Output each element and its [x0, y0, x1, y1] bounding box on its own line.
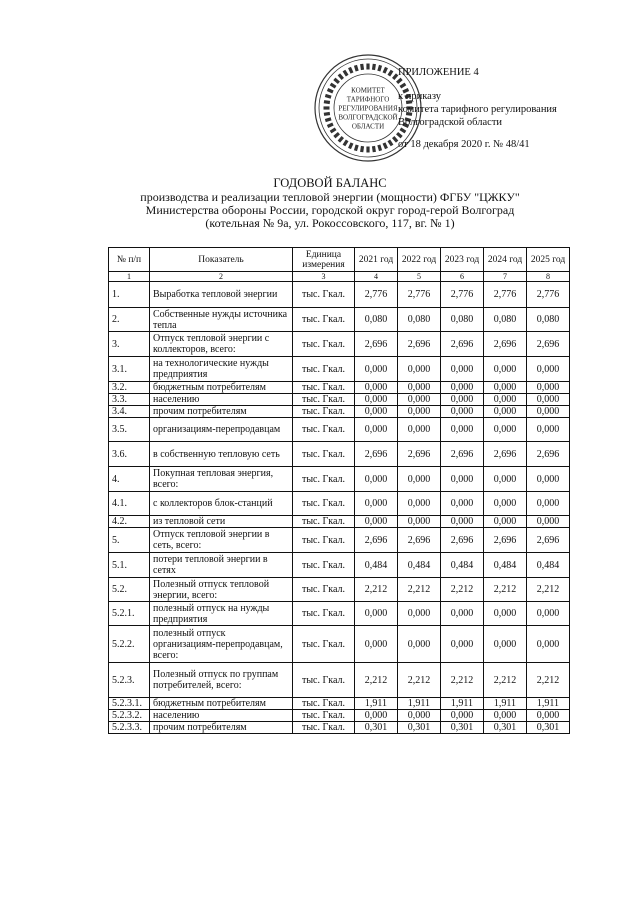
title-line-3: Министерства обороны России, городской округ город-герой Волгоград [145, 203, 515, 217]
table-row [109, 442, 570, 467]
table-row [109, 394, 570, 406]
value-2021: 0,000 [355, 394, 398, 406]
value-2021: 0,080 [355, 308, 398, 332]
row-indicator: населению [150, 394, 293, 406]
value-2021: 0,000 [355, 467, 398, 492]
stamp-ring-mark [348, 142, 353, 149]
value-2022: 0,000 [398, 406, 441, 418]
row-unit: тыс. Гкал. [293, 698, 355, 710]
value-2023: 0,000 [441, 516, 484, 528]
value-2025: 2,696 [527, 528, 570, 553]
value-2023: 2,212 [441, 578, 484, 602]
value-2025: 0,000 [527, 357, 570, 382]
value-2021: 2,776 [355, 282, 398, 308]
value-2025: 0,000 [527, 418, 570, 442]
row-indicator: Отпуск тепловой энергии с коллекторов, всего: [150, 332, 293, 357]
value-2021: 2,696 [355, 442, 398, 467]
row-number: 3.6. [109, 442, 150, 467]
row-unit: тыс. Гкал. [293, 528, 355, 553]
row-unit: тыс. Гкал. [293, 553, 355, 578]
row-number: 5. [109, 528, 150, 553]
value-2022: 0,000 [398, 357, 441, 382]
row-indicator: бюджетным потребителям [150, 382, 293, 394]
value-2024: 0,000 [484, 626, 527, 663]
stamp-ring-mark [372, 64, 376, 70]
value-2022: 0,000 [398, 418, 441, 442]
order-date: от 18 декабря 2020 г. № 48/41 [398, 139, 530, 150]
header-num: № п/п [109, 248, 150, 272]
row-number: 5.1. [109, 553, 150, 578]
table-row [109, 382, 570, 394]
value-2021: 0,000 [355, 406, 398, 418]
stamp-line: КОМИТЕТ [351, 86, 385, 95]
value-2024: 0,000 [484, 394, 527, 406]
row-unit: тыс. Гкал. [293, 516, 355, 528]
value-2022: 2,212 [398, 663, 441, 698]
stamp-ring-mark [338, 73, 344, 80]
column-number: 3 [293, 272, 355, 282]
row-indicator: с коллекторов блок-станций [150, 492, 293, 516]
value-2024: 2,212 [484, 663, 527, 698]
table-row [109, 528, 570, 553]
header-2021: 2021 год [355, 248, 398, 272]
row-unit: тыс. Гкал. [293, 722, 355, 734]
value-2023: 0,000 [441, 418, 484, 442]
row-unit: тыс. Гкал. [293, 308, 355, 332]
appendix-title: ПРИЛОЖЕНИЕ 4 [398, 67, 479, 78]
table-row [109, 308, 570, 332]
value-2024: 0,000 [484, 516, 527, 528]
table-body [109, 282, 570, 734]
value-2025: 2,212 [527, 578, 570, 602]
value-2025: 0,000 [527, 516, 570, 528]
title-line-2: производства и реализации тепловой энергии (мощности) ФГБУ "ЦЖКУ" [140, 190, 520, 204]
value-2024: 0,000 [484, 492, 527, 516]
value-2023: 0,000 [441, 357, 484, 382]
value-2024: 0,080 [484, 308, 527, 332]
value-2023: 0,000 [441, 602, 484, 626]
stamp-ring-mark [366, 64, 369, 70]
row-indicator: потери тепловой энергии в сетях [150, 553, 293, 578]
value-2023: 0,000 [441, 467, 484, 492]
row-indicator: полезный отпуск организациям-перепродавцам, всего: [150, 626, 293, 663]
title-line-4: (котельная № 9а, ул. Рокоссовского, 117, вг. № 1) [205, 216, 455, 230]
row-indicator: Полезный отпуск по группам потребителей, всего: [150, 663, 293, 698]
value-2023: 0,080 [441, 308, 484, 332]
table-row [109, 357, 570, 382]
stamp-line: ТАРИФНОГО [346, 95, 390, 104]
value-2022: 1,911 [398, 698, 441, 710]
value-2025: 0,080 [527, 308, 570, 332]
header-2023: 2023 год [441, 248, 484, 272]
row-number: 4.2. [109, 516, 150, 528]
column-number: 5 [398, 272, 441, 282]
value-2024: 0,000 [484, 382, 527, 394]
header-indicator: Показатель [150, 248, 293, 272]
table-row [109, 663, 570, 698]
stamp-ring-mark [330, 83, 337, 89]
value-2022: 0,000 [398, 467, 441, 492]
row-number: 5.2.3.1. [109, 698, 150, 710]
stamp-ring-mark [366, 147, 369, 153]
table-row [109, 467, 570, 492]
table-row [109, 332, 570, 357]
table-row [109, 626, 570, 663]
table-row [109, 282, 570, 308]
stamp-ring-mark [338, 136, 344, 143]
value-2021: 0,000 [355, 357, 398, 382]
stamp-ring-mark [324, 112, 330, 116]
stamp-ring-mark [354, 65, 359, 72]
row-indicator: Собственные нужды источника тепла [150, 308, 293, 332]
value-2024: 0,000 [484, 418, 527, 442]
value-2021: 0,484 [355, 553, 398, 578]
stamp-line: РЕГУЛИРОВАНИЯ [338, 104, 398, 113]
stamp-inner-text [338, 87, 398, 131]
row-unit: тыс. Гкал. [293, 578, 355, 602]
value-2023: 0,000 [441, 710, 484, 722]
value-2025: 0,000 [527, 626, 570, 663]
column-number: 1 [109, 272, 150, 282]
row-indicator: в собственную тепловую сеть [150, 442, 293, 467]
stamp-ring-mark [383, 67, 388, 74]
column-number: 2 [150, 272, 293, 282]
row-number: 3.5. [109, 418, 150, 442]
value-2025: 2,212 [527, 663, 570, 698]
order-line-2: комитета тарифного регулирования [398, 104, 557, 115]
document-title [60, 177, 600, 230]
column-number: 7 [484, 272, 527, 282]
value-2022: 2,776 [398, 282, 441, 308]
value-2025: 0,484 [527, 553, 570, 578]
value-2025: 0,000 [527, 467, 570, 492]
header-2024: 2024 год [484, 248, 527, 272]
row-number: 5.2.1. [109, 602, 150, 626]
row-indicator: Отпуск тепловой энергии в сеть, всего: [150, 528, 293, 553]
row-unit: тыс. Гкал. [293, 282, 355, 308]
value-2021: 1,911 [355, 698, 398, 710]
value-2024: 0,000 [484, 357, 527, 382]
row-number: 4.1. [109, 492, 150, 516]
column-number: 4 [355, 272, 398, 282]
value-2024: 2,212 [484, 578, 527, 602]
value-2021: 0,301 [355, 722, 398, 734]
header-2025: 2025 год [527, 248, 570, 272]
stamp-ring-mark [387, 140, 393, 147]
stamp-ring-mark [330, 127, 337, 133]
value-2021: 0,000 [355, 516, 398, 528]
stamp-ring-mark [324, 106, 330, 109]
row-number: 1. [109, 282, 150, 308]
value-2022: 0,484 [398, 553, 441, 578]
stamp-ring-mark [324, 100, 330, 104]
row-indicator: организациям-перепродавцам [150, 418, 293, 442]
value-2023: 0,000 [441, 626, 484, 663]
row-unit: тыс. Гкал. [293, 663, 355, 698]
value-2023: 0,301 [441, 722, 484, 734]
value-2022: 2,696 [398, 332, 441, 357]
value-2022: 0,000 [398, 394, 441, 406]
stamp-ring-mark [377, 65, 382, 72]
row-number: 3.2. [109, 382, 150, 394]
value-2025: 0,000 [527, 406, 570, 418]
row-unit: тыс. Гкал. [293, 442, 355, 467]
value-2022: 0,000 [398, 382, 441, 394]
row-indicator: прочим потребителям [150, 406, 293, 418]
value-2023: 2,696 [441, 442, 484, 467]
value-2023: 1,911 [441, 698, 484, 710]
row-number: 3. [109, 332, 150, 357]
column-number: 6 [441, 272, 484, 282]
row-unit: тыс. Гкал. [293, 382, 355, 394]
value-2022: 2,696 [398, 528, 441, 553]
table-row [109, 602, 570, 626]
value-2023: 0,484 [441, 553, 484, 578]
value-2023: 2,696 [441, 332, 484, 357]
row-unit: тыс. Гкал. [293, 626, 355, 663]
value-2022: 0,000 [398, 516, 441, 528]
value-2023: 0,000 [441, 394, 484, 406]
stamp-ring-mark [372, 146, 376, 152]
value-2023: 0,000 [441, 406, 484, 418]
row-unit: тыс. Гкал. [293, 332, 355, 357]
table-row [109, 578, 570, 602]
stamp-ring-mark [327, 88, 334, 93]
row-unit: тыс. Гкал. [293, 418, 355, 442]
row-number: 3.1. [109, 357, 150, 382]
row-number: 5.2.2. [109, 626, 150, 663]
row-indicator: полезный отпуск на нужды предприятия [150, 602, 293, 626]
row-number: 5.2. [109, 578, 150, 602]
row-number: 5.2.3.3. [109, 722, 150, 734]
order-line-1: к приказу [398, 91, 441, 102]
row-indicator: населению [150, 710, 293, 722]
row-unit: тыс. Гкал. [293, 394, 355, 406]
value-2022: 0,080 [398, 308, 441, 332]
stamp-ring-mark [333, 132, 340, 138]
value-2024: 0,000 [484, 406, 527, 418]
value-2025: 2,696 [527, 442, 570, 467]
value-2022: 2,212 [398, 578, 441, 602]
value-2024: 0,000 [484, 602, 527, 626]
stamp-ring-mark [360, 64, 364, 70]
value-2021: 2,212 [355, 663, 398, 698]
column-number-row [109, 272, 570, 282]
value-2025: 2,696 [527, 332, 570, 357]
value-2023: 0,000 [441, 492, 484, 516]
row-indicator: Выработка тепловой энергии [150, 282, 293, 308]
row-unit: тыс. Гкал. [293, 710, 355, 722]
value-2025: 2,776 [527, 282, 570, 308]
value-2022: 2,696 [398, 442, 441, 467]
value-2024: 0,484 [484, 553, 527, 578]
appendix-block [398, 66, 557, 151]
value-2024: 2,696 [484, 528, 527, 553]
row-number: 2. [109, 308, 150, 332]
row-unit: тыс. Гкал. [293, 406, 355, 418]
table-header-row [109, 248, 570, 272]
row-number: 5.2.3. [109, 663, 150, 698]
stamp-ring-mark [377, 144, 382, 151]
value-2024: 2,776 [484, 282, 527, 308]
value-2025: 1,911 [527, 698, 570, 710]
row-indicator: Полезный отпуск тепловой энергии, всего: [150, 578, 293, 602]
row-number: 5.2.3.2. [109, 710, 150, 722]
value-2025: 0,301 [527, 722, 570, 734]
row-indicator: Покупная тепловая энергия, всего: [150, 467, 293, 492]
value-2021: 2,696 [355, 332, 398, 357]
column-number: 8 [527, 272, 570, 282]
value-2024: 2,696 [484, 332, 527, 357]
value-2021: 2,696 [355, 528, 398, 553]
value-2022: 0,301 [398, 722, 441, 734]
stamp-ring-mark [343, 70, 349, 77]
row-number: 3.3. [109, 394, 150, 406]
balance-table [108, 247, 570, 734]
table-row [109, 710, 570, 722]
row-indicator: на технологические нужды предприятия [150, 357, 293, 382]
stamp-ring-mark [327, 123, 334, 128]
row-indicator: бюджетным потребителям [150, 698, 293, 710]
header-unit: Единица измерения [293, 248, 355, 272]
value-2024: 1,911 [484, 698, 527, 710]
value-2023: 2,696 [441, 528, 484, 553]
stamp-line: ОБЛАСТИ [351, 122, 385, 131]
stamp-ring-mark [360, 146, 364, 152]
row-unit: тыс. Гкал. [293, 602, 355, 626]
value-2024: 0,000 [484, 710, 527, 722]
value-2022: 0,000 [398, 626, 441, 663]
stamp-line: ВОЛГОГРАДСКОЙ [338, 113, 398, 122]
order-line-3: Волгоградской области [398, 117, 503, 128]
value-2022: 0,000 [398, 710, 441, 722]
value-2025: 0,000 [527, 394, 570, 406]
stamp-ring-mark [348, 67, 353, 74]
row-unit: тыс. Гкал. [293, 357, 355, 382]
value-2021: 0,000 [355, 418, 398, 442]
value-2024: 2,696 [484, 442, 527, 467]
table-row [109, 722, 570, 734]
stamp-ring-mark [343, 140, 349, 147]
value-2023: 2,212 [441, 663, 484, 698]
table-row [109, 698, 570, 710]
value-2025: 0,000 [527, 602, 570, 626]
table-row [109, 553, 570, 578]
stamp-ring-mark [387, 70, 393, 77]
row-indicator: прочим потребителям [150, 722, 293, 734]
value-2022: 0,000 [398, 602, 441, 626]
value-2024: 0,000 [484, 467, 527, 492]
value-2021: 0,000 [355, 602, 398, 626]
row-indicator: из тепловой сети [150, 516, 293, 528]
stamp-ring-mark [333, 78, 340, 84]
stamp-ring-mark [325, 94, 332, 99]
table-row [109, 516, 570, 528]
table-row [109, 492, 570, 516]
header-2022: 2022 год [398, 248, 441, 272]
value-2021: 0,000 [355, 626, 398, 663]
value-2025: 0,000 [527, 382, 570, 394]
value-2025: 0,000 [527, 492, 570, 516]
table-row [109, 406, 570, 418]
stamp-ring-mark [354, 144, 359, 151]
table-row [109, 418, 570, 442]
stamp-ring-mark [325, 117, 332, 122]
row-number: 3.4. [109, 406, 150, 418]
value-2021: 0,000 [355, 382, 398, 394]
value-2021: 2,212 [355, 578, 398, 602]
row-number: 4. [109, 467, 150, 492]
row-unit: тыс. Гкал. [293, 492, 355, 516]
row-unit: тыс. Гкал. [293, 467, 355, 492]
value-2022: 0,000 [398, 492, 441, 516]
title-line-1: ГОДОВОЙ БАЛАНС [273, 176, 387, 190]
value-2023: 2,776 [441, 282, 484, 308]
value-2023: 0,000 [441, 382, 484, 394]
stamp-ring-mark [383, 142, 388, 149]
value-2021: 0,000 [355, 492, 398, 516]
value-2021: 0,000 [355, 710, 398, 722]
value-2025: 0,000 [527, 710, 570, 722]
value-2024: 0,301 [484, 722, 527, 734]
